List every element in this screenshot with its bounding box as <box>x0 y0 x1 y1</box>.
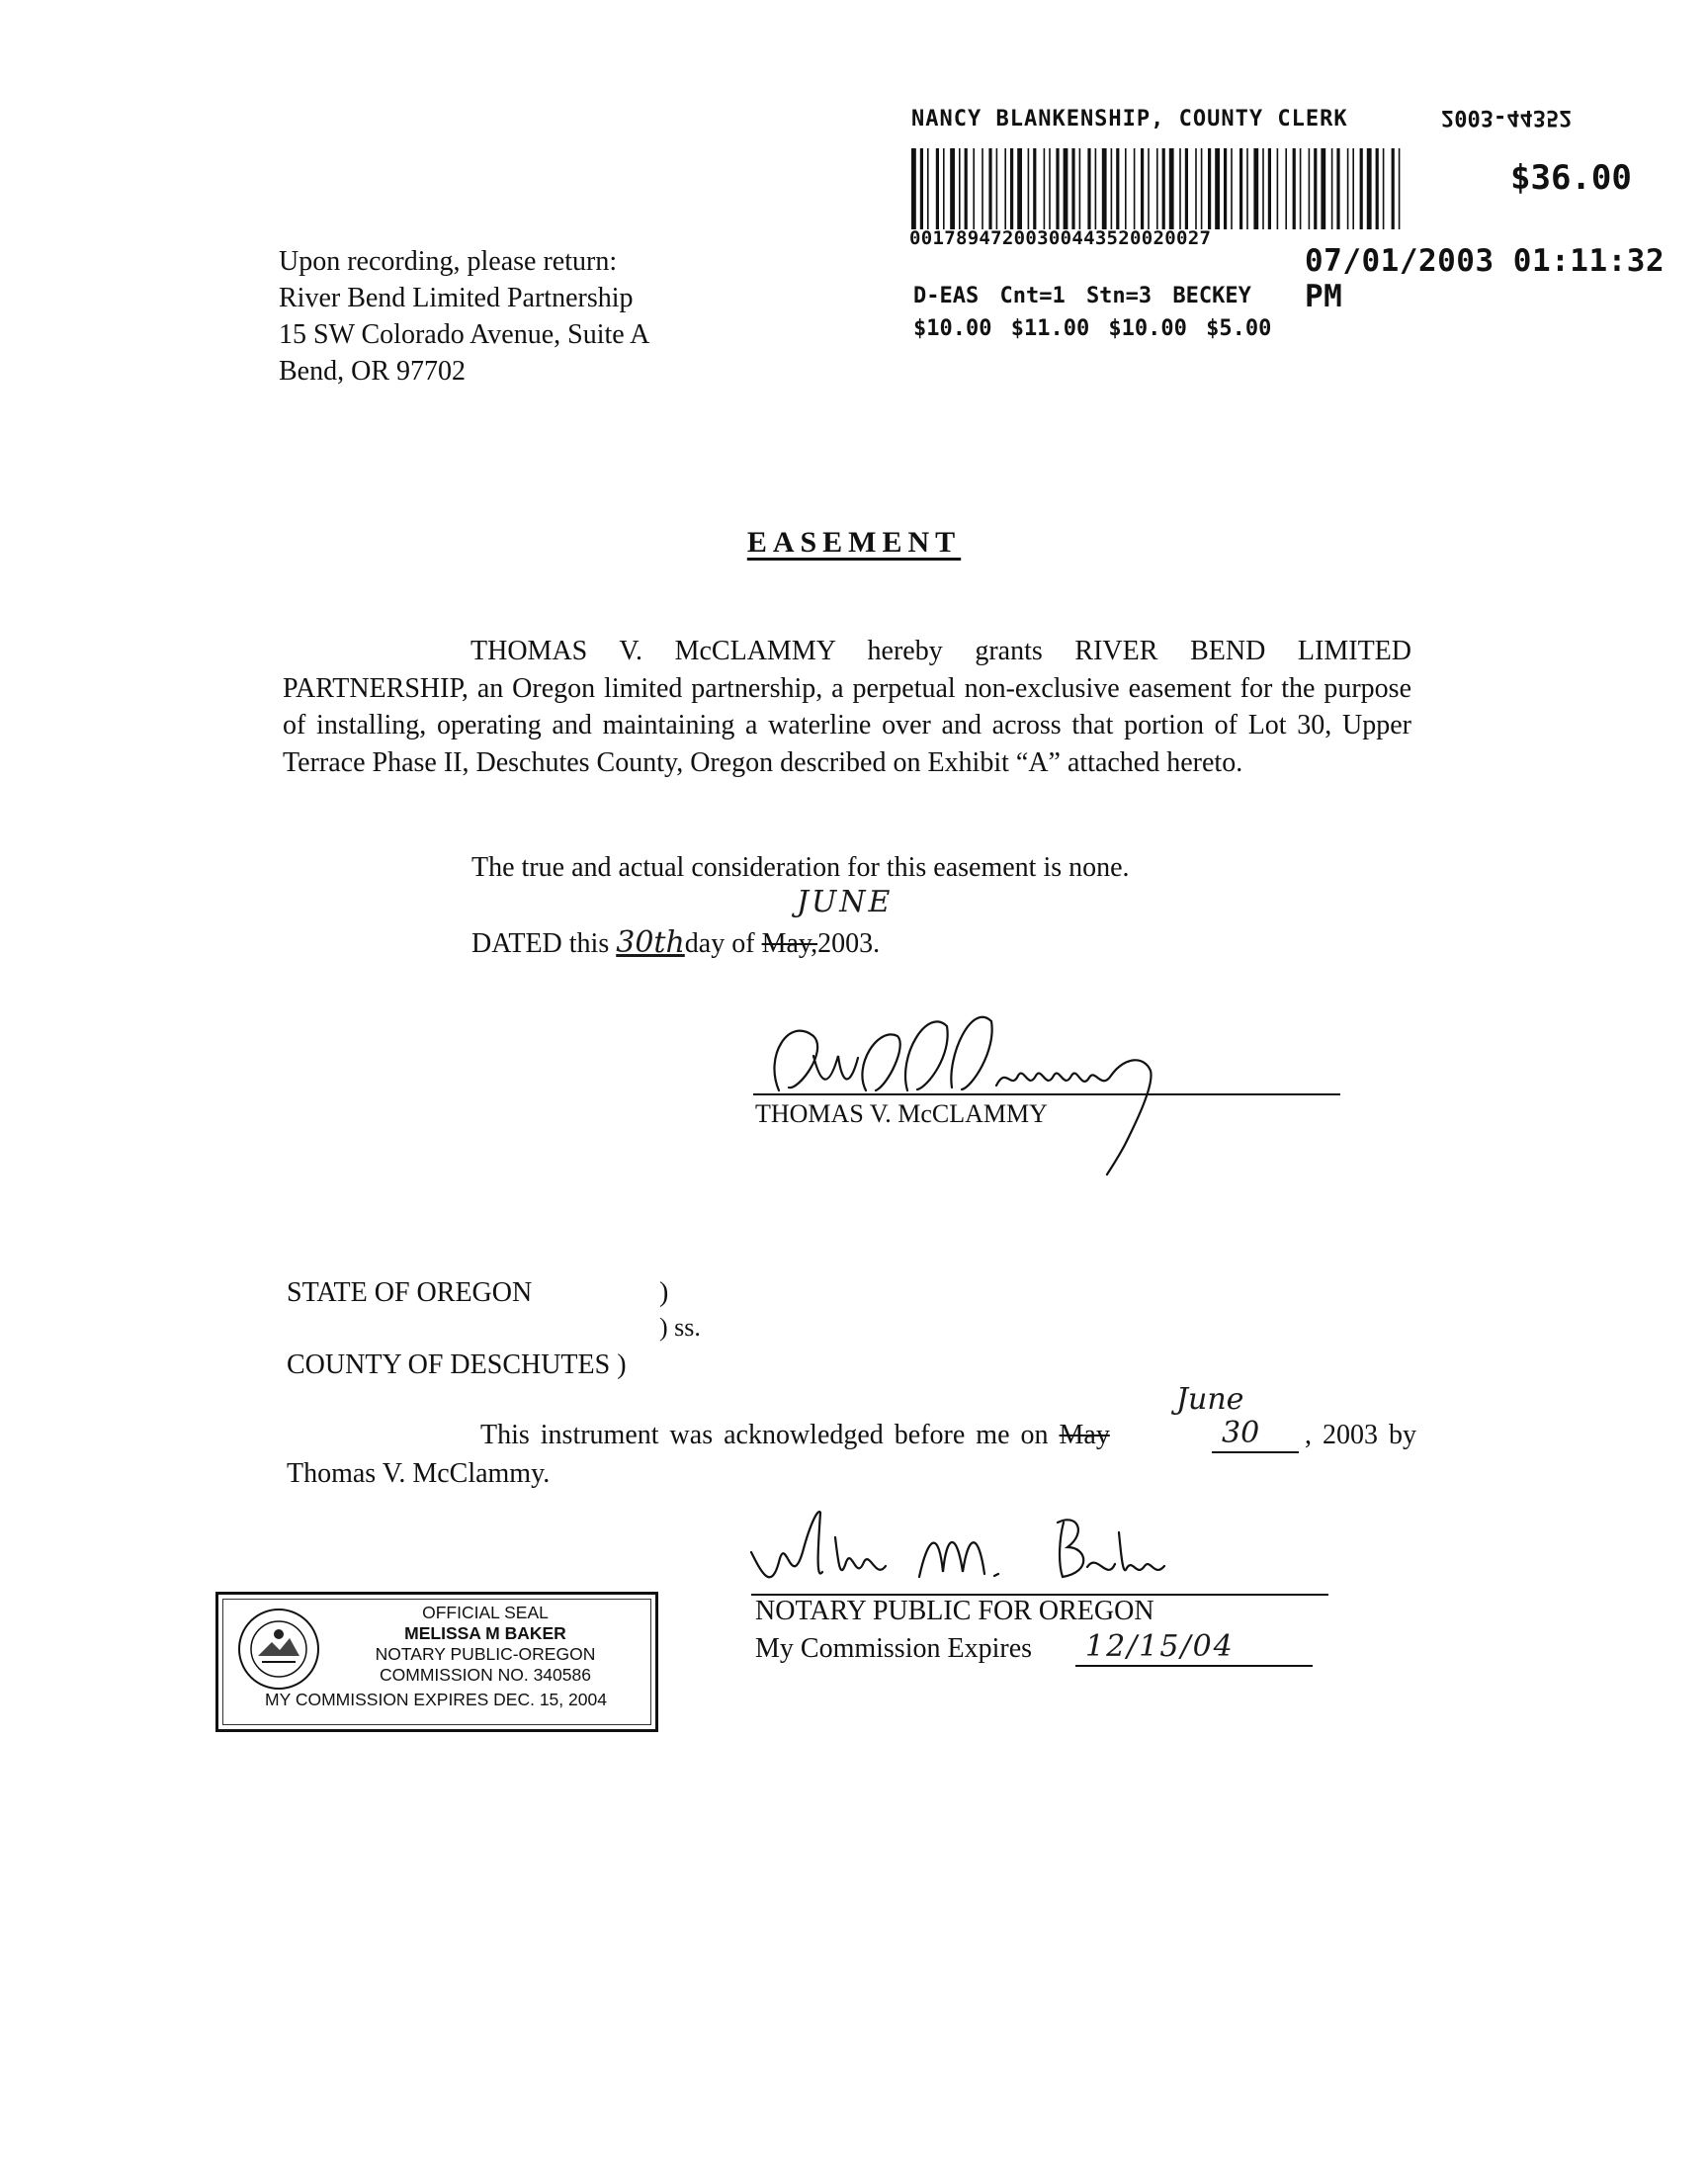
barcode-bar <box>1262 148 1264 229</box>
acknowledgment-text <box>480 1420 1110 1451</box>
barcode-bar <box>1095 148 1097 229</box>
barcode-bar <box>1285 148 1287 229</box>
commission-expiry-line <box>1075 1665 1313 1667</box>
barcode-bar <box>1246 148 1248 229</box>
return-address-line: Bend, OR 97702 <box>279 356 466 387</box>
handwritten-ack-day: 30 <box>1222 1416 1260 1450</box>
acknowledgment-name: Thomas V. McClammy. <box>287 1458 551 1489</box>
barcode-bar <box>1111 148 1113 229</box>
venue-ss: ) ss. <box>659 1313 701 1342</box>
barcode-bar <box>936 148 939 229</box>
handwritten-ack-month: June <box>1176 1382 1244 1417</box>
dated-line <box>471 925 880 960</box>
barcode-bar <box>1399 148 1401 229</box>
barcode-bar <box>1352 148 1354 229</box>
return-address-line: Upon recording, please return: <box>279 246 618 277</box>
barcode-bar <box>1102 148 1107 229</box>
document-title: EASEMENT <box>746 526 962 559</box>
barcode-bar <box>1064 148 1068 229</box>
handwritten-month: JUNE <box>797 885 894 919</box>
return-address-line: 15 SW Colorado Avenue, Suite A <box>279 319 650 350</box>
ack-suffix: , 2003 by <box>1305 1420 1416 1450</box>
barcode-bar <box>1215 148 1220 229</box>
barcode-bar <box>982 148 983 229</box>
barcode-bar <box>1049 148 1051 229</box>
barcode-bar <box>1231 148 1233 229</box>
handwritten-commission-expiry: 12/15/04 <box>1085 1629 1235 1664</box>
grantor-signature-line <box>753 1093 1340 1095</box>
barcode-bar <box>1347 148 1349 229</box>
recording-fees: $10.00 $11.00 $10.00 $5.00 <box>913 316 1272 341</box>
recording-clerk: NANCY BLANKENSHIP, COUNTY CLERK <box>911 107 1348 131</box>
notary-title: NOTARY PUBLIC FOR OREGON <box>755 1596 1154 1626</box>
grantor-name: THOMAS V. McCLAMMY <box>755 1099 1048 1128</box>
barcode-number: 00178947200300443520020027 <box>909 227 1212 249</box>
barcode-bar <box>1156 148 1158 229</box>
grant-paragraph: THOMAS V. McCLAMMY hereby grants RIVER BEND LIMITED PARTNERSHIP, an Oregon limited partnership, a perpetual non-exclusive easement for the purpose of installing, operating and maintaining a waterline over and across that portion of Lot 30, Upper Terrace Phase II, Deschutes County, Oregon described on Exhibit “A” attached hereto. <box>283 636 1411 778</box>
barcode-bar <box>1162 148 1165 229</box>
commission-label: My Commission Expires <box>755 1633 1033 1664</box>
dated-middle: day of <box>684 928 762 959</box>
return-address <box>279 243 649 390</box>
consideration-statement: The true and actual consideration for this easement is none. <box>471 852 1130 883</box>
barcode-bar <box>1336 148 1339 229</box>
barcode-bar <box>1134 148 1136 229</box>
barcode-bar <box>1071 148 1074 229</box>
barcode-bar <box>1185 148 1188 229</box>
barcode-bar <box>959 148 961 229</box>
ack-struck-month: May <box>1059 1420 1110 1450</box>
barcode-bar <box>1017 148 1022 229</box>
barcode-bar <box>1148 148 1150 229</box>
recording-fee: $36.00 <box>1510 158 1632 198</box>
barcode-bar <box>1116 148 1119 229</box>
venue-county: COUNTY OF DESCHUTES ) <box>287 1349 627 1380</box>
barcode-bar <box>1314 148 1317 229</box>
barcode-bar <box>1141 148 1144 229</box>
notary-signature <box>731 1493 1245 1602</box>
barcode-bar <box>1293 148 1296 229</box>
barcode-bar <box>973 148 975 229</box>
recording-barcode <box>911 148 1406 229</box>
dated-prefix: DATED this <box>471 928 617 959</box>
recording-codes: D-EAS Cnt=1 Stn=3 BECKEY <box>913 284 1251 308</box>
barcode-bar <box>1268 148 1271 229</box>
venue-paren: ) <box>659 1277 669 1308</box>
barcode-bar <box>950 148 955 229</box>
barcode-bar <box>1360 148 1363 229</box>
state-seal-emblem <box>236 1607 321 1692</box>
barcode-bar <box>1331 148 1333 229</box>
return-address-line: River Bend Limited Partnership <box>279 283 634 313</box>
barcode-bar <box>1044 148 1046 229</box>
barcode-bar <box>1392 148 1395 229</box>
seal-notary-name: MELISSA M BAKER <box>404 1623 566 1643</box>
barcode-bar <box>1208 148 1211 229</box>
recording-doc-number: 2003-44352 <box>1441 105 1573 130</box>
barcode-bar <box>920 148 923 229</box>
grantor-signature <box>759 997 1214 1184</box>
recording-datetime: 07/01/2003 01:11:32 PM <box>1305 243 1665 314</box>
barcode-bar <box>911 148 916 229</box>
barcode-bar <box>1367 148 1372 229</box>
ack-day-underline <box>1212 1451 1299 1453</box>
barcode-bar <box>1169 148 1174 229</box>
barcode-bar <box>965 148 968 229</box>
barcode-bar <box>1321 148 1325 229</box>
seal-notary-title: NOTARY PUBLIC-OREGON <box>375 1644 596 1664</box>
seal-commission-expiry: MY COMMISSION EXPIRES DEC. 15, 2004 <box>265 1690 607 1709</box>
venue-state: STATE OF OREGON <box>287 1277 533 1308</box>
barcode-bar <box>1309 148 1311 229</box>
barcode-bar <box>1028 148 1030 229</box>
barcode-bar <box>1239 148 1242 229</box>
barcode-bar <box>1087 148 1090 229</box>
barcode-bar <box>1277 148 1279 229</box>
barcode-bar <box>1033 148 1036 229</box>
barcode-bar <box>1195 148 1197 229</box>
barcode-bar <box>1201 148 1203 229</box>
barcode-bar <box>1224 148 1227 229</box>
struck-month: May, <box>761 928 818 959</box>
handwritten-day: 30th <box>616 925 685 960</box>
barcode-bar <box>1125 148 1127 229</box>
barcode-bar <box>1010 148 1013 229</box>
notary-seal <box>215 1592 658 1732</box>
barcode-bar <box>988 148 991 229</box>
barcode-bar <box>1004 148 1006 229</box>
barcode-bar <box>1056 148 1059 229</box>
ack-prefix: This instrument was acknowledged before me on <box>480 1420 1060 1450</box>
barcode-bar <box>943 148 945 229</box>
barcode-bar <box>1383 148 1385 229</box>
barcode-bar <box>927 148 929 229</box>
seal-commission-number: COMMISSION NO. 340586 <box>380 1665 591 1685</box>
barcode-bar <box>1376 148 1379 229</box>
seal-heading: OFFICIAL SEAL <box>422 1603 549 1622</box>
barcode-bar <box>1179 148 1181 229</box>
barcode-bar <box>1079 148 1081 229</box>
dated-year: 2003. <box>817 928 881 959</box>
barcode-bar <box>1253 148 1258 229</box>
barcode-bar <box>996 148 998 229</box>
barcode-bar <box>1300 148 1302 229</box>
